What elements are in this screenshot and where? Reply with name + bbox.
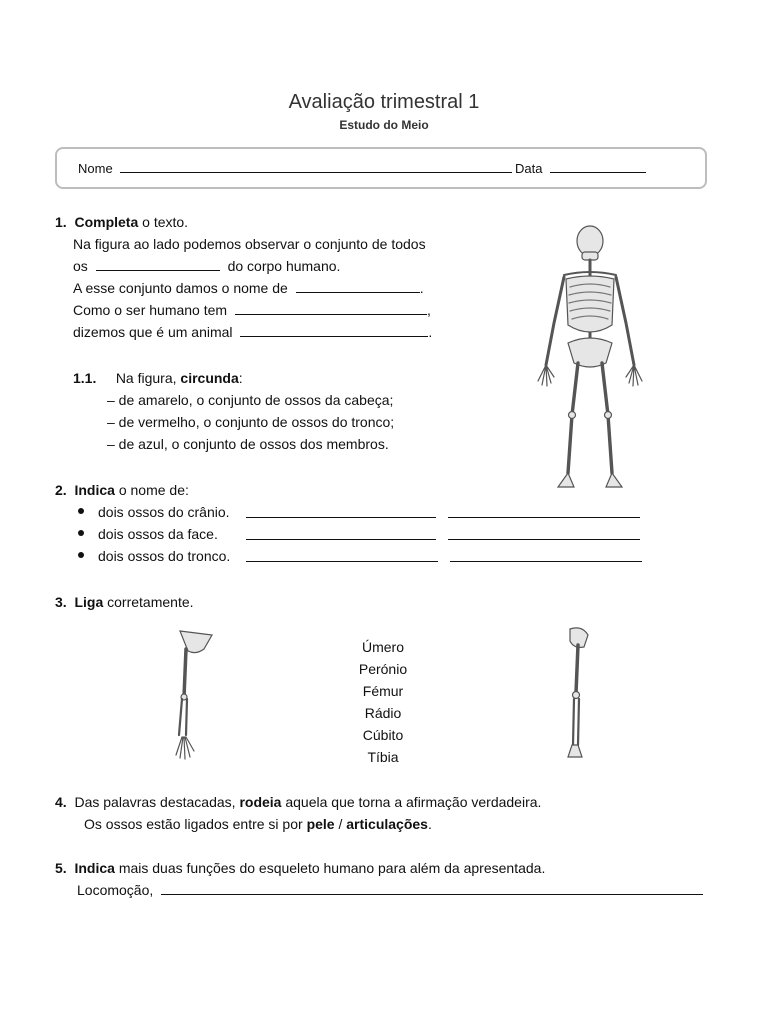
student-info-box <box>55 147 707 189</box>
q4-option-pele[interactable]: pele <box>306 816 335 832</box>
q1-number: 1. <box>55 214 67 230</box>
q2-heading: 2. Indica o nome de: <box>55 482 189 498</box>
q4-verb: rodeia <box>239 794 282 810</box>
page-title: Avaliação trimestral 1 <box>288 91 480 113</box>
q1-1-verb: circunda <box>180 370 239 386</box>
q2-cranium-blank-2[interactable] <box>448 503 640 518</box>
bullet-icon <box>78 552 84 558</box>
leg-bones-image[interactable] <box>560 625 596 761</box>
q3-heading: 3. Liga corretamente. <box>55 594 194 610</box>
arm-bones-image[interactable] <box>166 627 218 761</box>
q1-1-heading: 1.1. Na figura, circunda: <box>73 370 243 386</box>
q2-bullet-cranium: dois ossos do crânio. <box>78 501 230 523</box>
q2-trunk-blank-2[interactable] <box>450 547 642 562</box>
bone-word-peronio[interactable]: Perónio <box>358 661 408 677</box>
skeleton-image[interactable] <box>522 225 660 497</box>
q2-bullet-face: dois ossos da face. <box>78 523 218 545</box>
name-label: Nome <box>78 161 113 176</box>
q1-line4: Como o ser humano tem , <box>73 302 431 318</box>
q1-blank-3[interactable] <box>235 300 427 315</box>
q1-1-item-blue: – de azul, o conjunto de ossos dos membros. <box>107 436 389 452</box>
date-blank[interactable] <box>550 158 646 173</box>
bone-word-tibia[interactable]: Tíbia <box>367 749 399 765</box>
page-subtitle: Estudo do Meio <box>339 118 429 132</box>
q2-cranium-blank-1[interactable] <box>246 503 436 518</box>
bullet-icon <box>78 508 84 514</box>
q3-number: 3. <box>55 594 67 610</box>
q1-blank-4[interactable] <box>240 322 428 337</box>
q1-1-number: 1.1. <box>73 370 97 386</box>
name-field[interactable] <box>78 158 512 180</box>
q2-face-blank-2[interactable] <box>448 525 640 540</box>
q5-heading: 5. Indica mais duas funções do esqueleto humano para além da apresentada. <box>55 860 546 876</box>
q1-line1: Na figura ao lado podemos observar o conjunto de todos <box>73 236 426 252</box>
q1-verb: Completa <box>74 214 139 230</box>
q1-line5: dizemos que é um animal . <box>73 324 433 340</box>
q3-verb: Liga <box>74 594 104 610</box>
q5-blank[interactable] <box>161 880 703 895</box>
q5-number: 5. <box>55 860 67 876</box>
q4-heading: 4. Das palavras destacadas, rodeia aquela que torna a afirmação verdadeira. <box>55 794 542 810</box>
q5-answer-line: Locomoção, <box>77 879 703 901</box>
q1-blank-2[interactable] <box>296 278 420 293</box>
q1-blank-1[interactable] <box>96 256 220 271</box>
q5-verb: Indica <box>74 860 115 876</box>
bone-word-cubito[interactable]: Cúbito <box>362 727 404 743</box>
q4-sentence: Os ossos estão ligados entre si por pele / articulações. <box>84 816 432 832</box>
q1-rest: o texto. <box>138 214 189 230</box>
q1-heading <box>55 211 188 233</box>
q1-line3: A esse conjunto damos o nome de . <box>73 280 424 296</box>
q2-trunk-blank-1[interactable] <box>246 547 438 562</box>
bone-word-femur[interactable]: Fémur <box>362 683 404 699</box>
q2-face-blank-1[interactable] <box>246 525 436 540</box>
q2-number: 2. <box>55 482 67 498</box>
bone-word-radio[interactable]: Rádio <box>364 705 402 721</box>
date-label: Data <box>515 161 543 176</box>
q1-1-item-red: – de vermelho, o conjunto de ossos do tronco; <box>107 414 395 430</box>
q1-1-item-yellow: – de amarelo, o conjunto de ossos da cabeça; <box>107 392 394 408</box>
bone-word-umero[interactable]: Úmero <box>361 639 404 655</box>
bullet-icon <box>78 530 84 536</box>
q4-number: 4. <box>55 794 67 810</box>
q4-option-articulacoes[interactable]: articulações <box>346 816 428 832</box>
q2-verb: Indica <box>74 482 115 498</box>
q2-bullet-trunk: dois ossos do tronco. <box>78 545 230 567</box>
name-blank[interactable] <box>120 158 512 173</box>
q1-line2: os do corpo humano. <box>73 258 341 274</box>
date-field[interactable] <box>515 158 646 180</box>
